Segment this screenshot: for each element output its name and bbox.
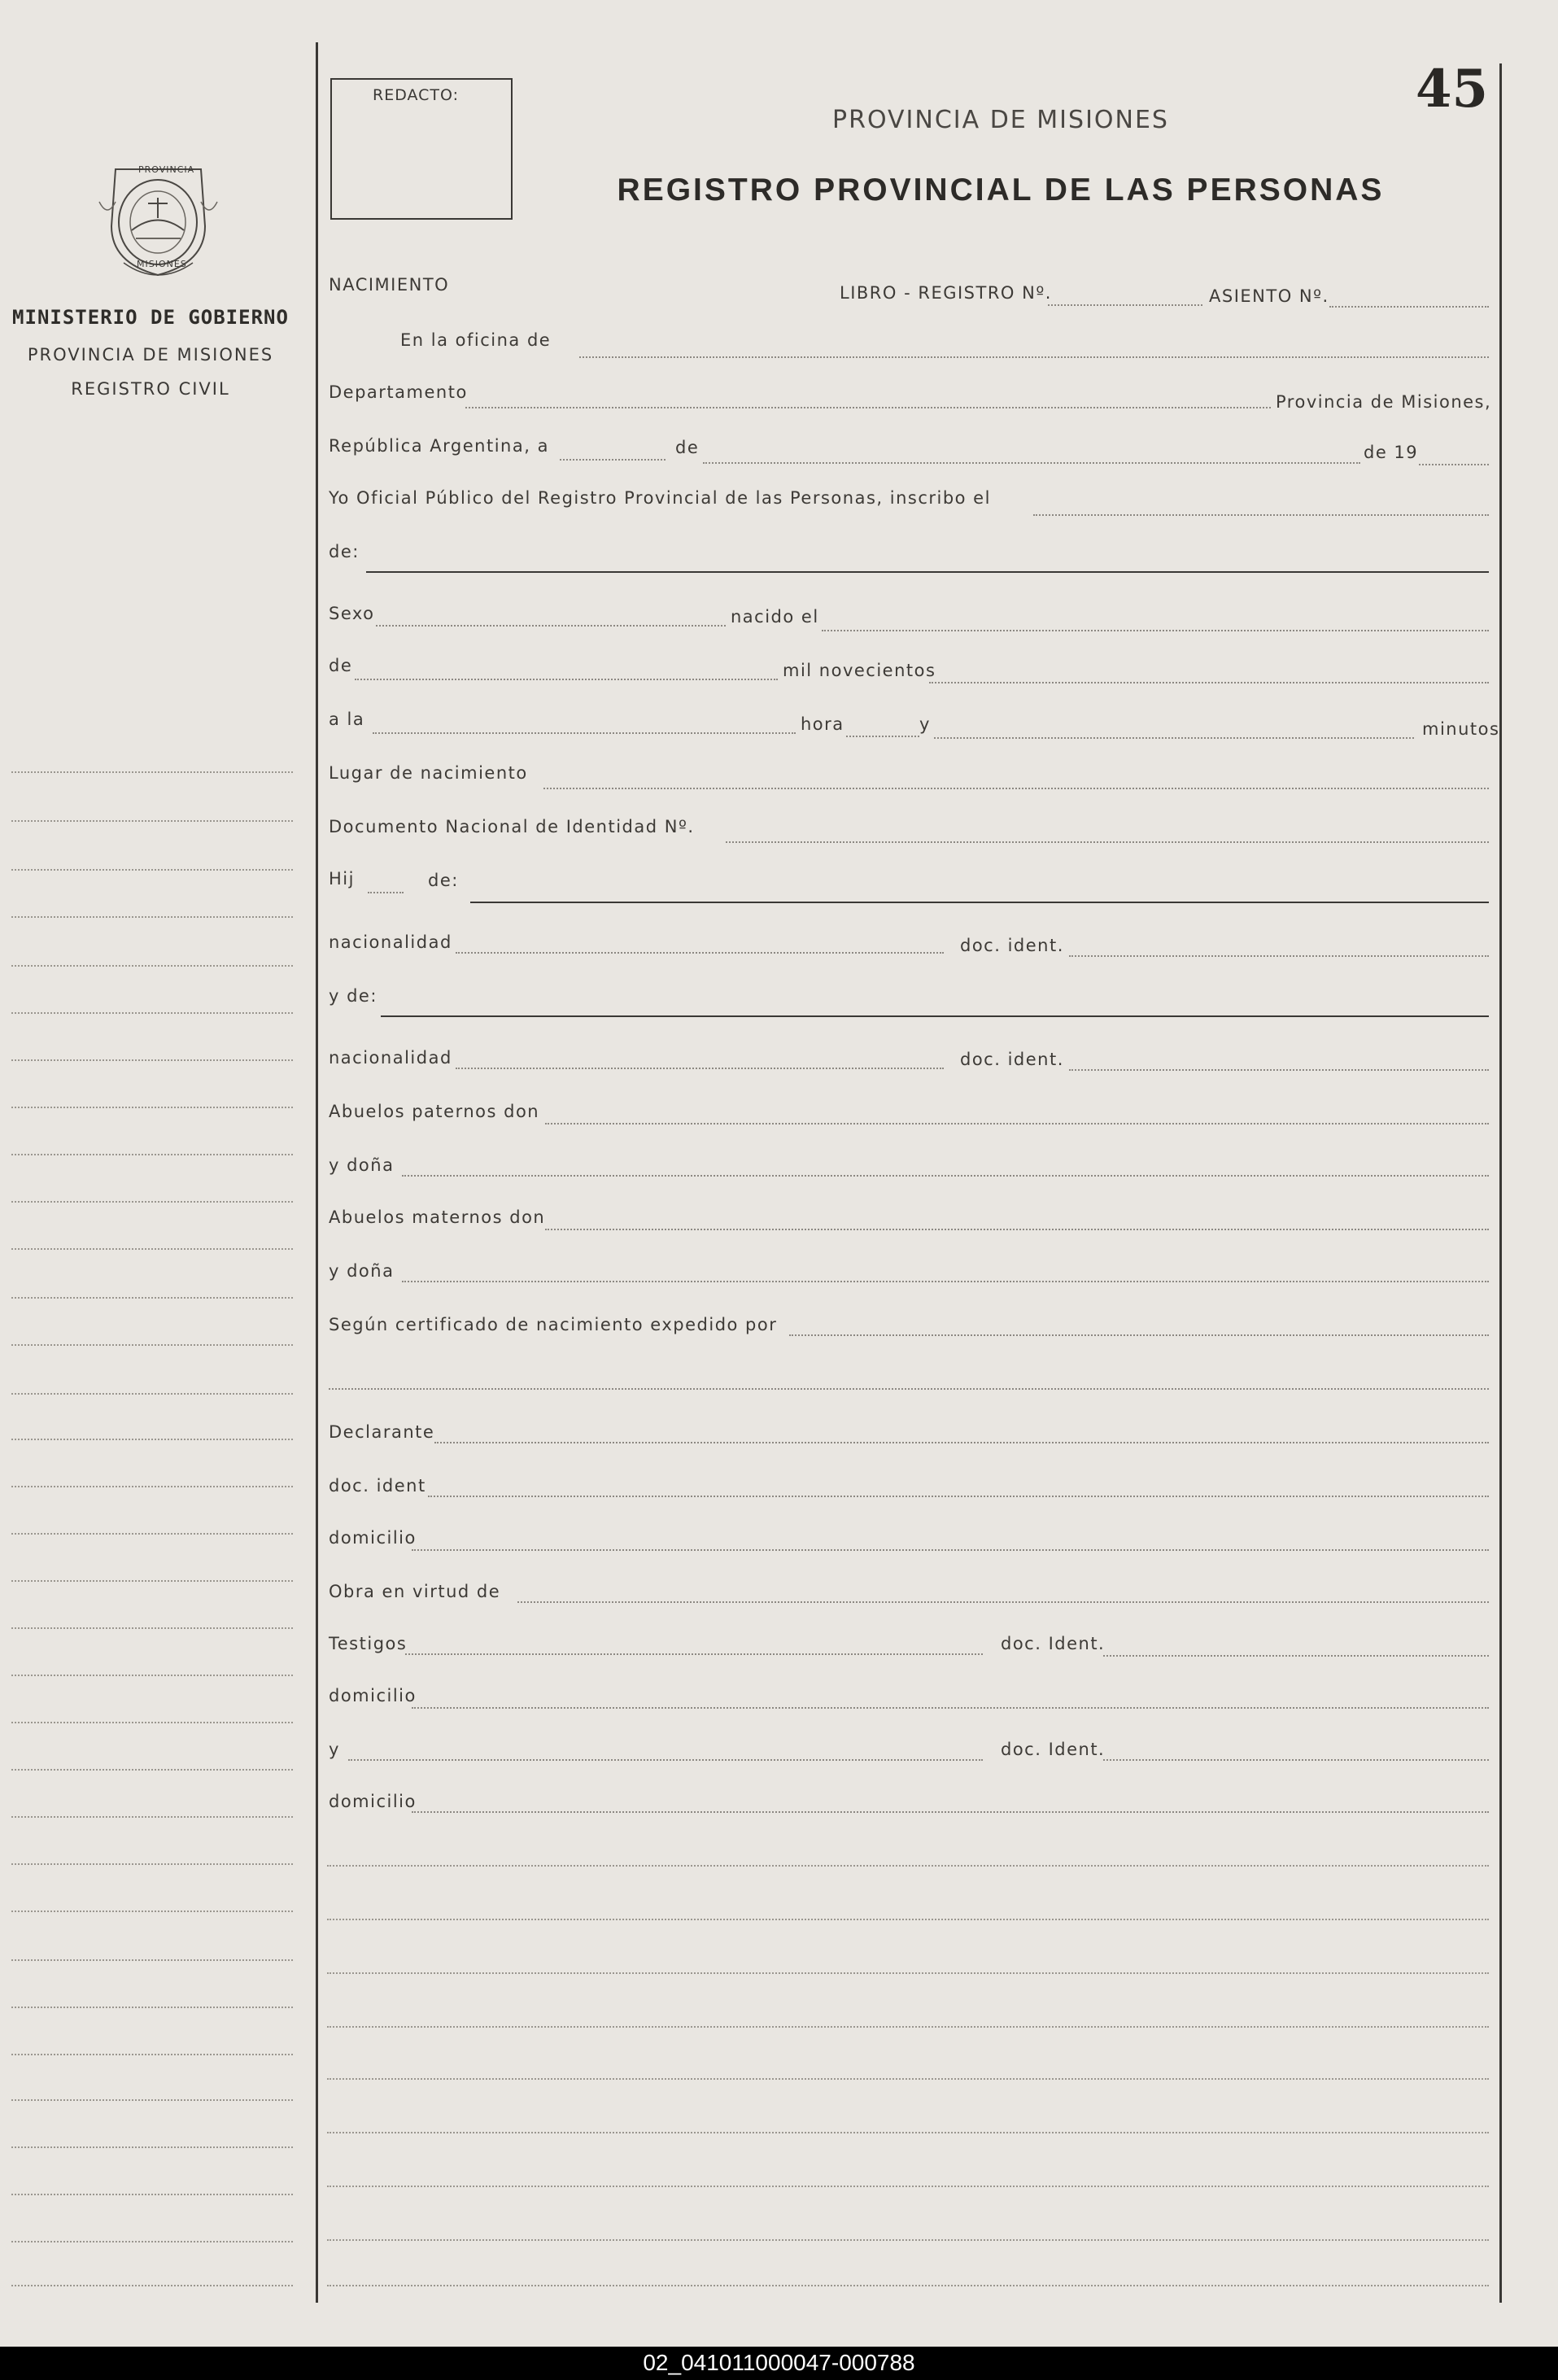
nacido-label: nacido el: [731, 607, 819, 627]
left-margin-rule: [316, 42, 318, 2303]
notes-line[interactable]: [327, 1972, 1489, 1974]
asiento-field[interactable]: [1329, 306, 1489, 308]
doc-ident5-field[interactable]: [1103, 1759, 1489, 1761]
testigos-label: Testigos: [329, 1634, 408, 1653]
abuelos-maternos-label: Abuelos maternos don: [329, 1207, 546, 1227]
birth-month-field[interactable]: [355, 679, 778, 680]
segun-field-2[interactable]: [329, 1388, 1489, 1390]
notes-line[interactable]: [327, 2186, 1489, 2187]
domicilio2-field[interactable]: [412, 1707, 1489, 1709]
margin-line: [11, 2054, 293, 2055]
doc-ident5-label: doc. Ident.: [1001, 1740, 1106, 1759]
notes-line[interactable]: [327, 2285, 1489, 2286]
nacionalidad2-label: nacionalidad: [329, 1048, 452, 1068]
margin-line: [11, 1012, 293, 1014]
sexo-field[interactable]: [376, 625, 726, 627]
departamento-field[interactable]: [465, 407, 1271, 408]
margin-line: [11, 869, 293, 871]
y-dona1-label: y doña: [329, 1155, 395, 1175]
birth-year-field[interactable]: [929, 682, 1489, 683]
margin-line: [11, 1533, 293, 1535]
abuela-materna-field[interactable]: [402, 1281, 1489, 1282]
abuelo-paterno-field[interactable]: [545, 1123, 1489, 1124]
dni-label: Documento Nacional de Identidad Nº.: [329, 817, 695, 836]
margin-line: [11, 1675, 293, 1676]
lugar-label: Lugar de nacimiento: [329, 763, 528, 783]
margin-line: [11, 1297, 293, 1299]
margin-line: [11, 1580, 293, 1582]
margin-line: [11, 916, 293, 918]
provincia-label: Provincia de Misiones,: [1276, 392, 1492, 412]
lugar-field[interactable]: [543, 788, 1489, 789]
testigo1-field[interactable]: [405, 1653, 983, 1655]
de19-label: de 19: [1364, 443, 1419, 462]
margin-line: [11, 1201, 293, 1203]
y-de-label: y de:: [329, 986, 377, 1006]
image-id: 02_041011000047-000788: [643, 2350, 915, 2375]
a-la-label: a la: [329, 710, 365, 729]
minutos-field[interactable]: [934, 737, 1414, 739]
declarante-label: Declarante: [329, 1422, 435, 1442]
domicilio3-label: domicilio: [329, 1792, 417, 1811]
hij-de-label: de:: [428, 871, 459, 890]
y2-label: y: [329, 1740, 340, 1759]
notes-line[interactable]: [327, 2132, 1489, 2133]
margin-line: [11, 1059, 293, 1061]
doc-ident4-field[interactable]: [1103, 1655, 1489, 1657]
oficina-label: En la oficina de: [400, 330, 552, 350]
parent1-line[interactable]: [470, 902, 1489, 903]
margin-line: [11, 2285, 293, 2286]
margin-line: [11, 1107, 293, 1108]
abuelos-paternos-label: Abuelos paternos don: [329, 1102, 540, 1121]
obra-field[interactable]: [517, 1601, 1489, 1603]
doc-ident1-field[interactable]: [1069, 955, 1489, 957]
asiento-label: ASIENTO Nº.: [1209, 286, 1329, 306]
margin-line: [11, 1627, 293, 1629]
notes-line[interactable]: [327, 1919, 1489, 1920]
redacto-label: REDACTO:: [373, 86, 460, 104]
departamento-label: Departamento: [329, 382, 468, 402]
margin-line: [11, 1863, 293, 1865]
doc-ident1-label: doc. ident.: [960, 936, 1064, 955]
margin-line: [11, 1393, 293, 1395]
de2-label: de: [329, 656, 353, 675]
abuelo-materno-field[interactable]: [545, 1229, 1489, 1230]
y-dona2-label: y doña: [329, 1261, 395, 1281]
seal-text-bottom: MISIONES: [137, 259, 187, 269]
parent2-line[interactable]: [381, 1015, 1489, 1017]
de-colon-label: de:: [329, 542, 360, 561]
margin-line: [11, 1439, 293, 1440]
doc-ident4-label: doc. Ident.: [1001, 1634, 1106, 1653]
margin-line: [11, 771, 293, 773]
margin-line: [11, 2194, 293, 2195]
domicilio2-label: domicilio: [329, 1686, 417, 1705]
hora-label: hora: [801, 714, 844, 734]
nacionalidad1-field[interactable]: [456, 952, 944, 954]
page-number: 45: [1416, 59, 1489, 120]
libro-label: LIBRO - REGISTRO Nº.: [840, 283, 1052, 303]
notes-line[interactable]: [327, 1865, 1489, 1867]
doc-ident3-label: doc. ident: [329, 1476, 426, 1496]
margin-line: [11, 1816, 293, 1818]
notes-line[interactable]: [327, 2078, 1489, 2080]
domicilio1-field[interactable]: [412, 1549, 1489, 1551]
day-field[interactable]: [560, 459, 666, 461]
registry-title: REGISTRO PROVINCIAL DE LAS PERSONAS: [617, 172, 1385, 207]
oficina-field[interactable]: [579, 356, 1489, 358]
margin-line: [11, 2007, 293, 2008]
ministry-title: MINISTERIO DE GOBIERNO: [12, 306, 289, 329]
yo-oficial-label: Yo Oficial Público del Registro Provincial de las Personas, inscribo el: [329, 488, 991, 508]
left-office: REGISTRO CIVIL: [71, 379, 230, 399]
margin-line: [11, 965, 293, 967]
republica-label: República Argentina, a: [329, 436, 549, 456]
libro-field[interactable]: [1048, 304, 1202, 306]
footer-bar: [0, 2347, 1558, 2380]
margin-line: [11, 2099, 293, 2101]
hij-label: Hij: [329, 869, 355, 889]
dni-field[interactable]: [726, 841, 1489, 843]
minutos-label: minutos: [1422, 719, 1500, 739]
margin-line: [11, 1486, 293, 1487]
right-margin-rule: [1499, 63, 1502, 2303]
nacido-field[interactable]: [822, 630, 1489, 631]
inscribo-field[interactable]: [1033, 514, 1489, 516]
doc-ident2-label: doc. ident.: [960, 1050, 1064, 1069]
sexo-label: Sexo: [329, 604, 375, 623]
margin-line: [11, 1769, 293, 1771]
doc-ident3-field[interactable]: [428, 1496, 1489, 1497]
margin-line: [11, 1722, 293, 1723]
nacimiento-label: NACIMIENTO: [329, 275, 450, 295]
obra-label: Obra en virtud de: [329, 1582, 501, 1601]
domicilio3-field[interactable]: [412, 1811, 1489, 1813]
a-la-field[interactable]: [373, 732, 796, 734]
province-heading: PROVINCIA DE MISIONES: [832, 106, 1169, 134]
left-province: PROVINCIA DE MISIONES: [27, 345, 274, 365]
doc-ident2-field[interactable]: [1069, 1069, 1489, 1071]
margin-line: [11, 2241, 293, 2242]
margin-line: [11, 820, 293, 822]
y-label: y: [919, 714, 931, 734]
nacionalidad2-field[interactable]: [456, 1068, 944, 1069]
month-field[interactable]: [703, 462, 1360, 464]
de-name-line[interactable]: [366, 571, 1489, 573]
margin-line: [11, 1154, 293, 1155]
segun-label: Según certificado de nacimiento expedido por: [329, 1315, 778, 1334]
de-label: de: [675, 438, 700, 457]
margin-line: [11, 1959, 293, 1961]
margin-line: [11, 2146, 293, 2148]
nacionalidad1-label: nacionalidad: [329, 932, 452, 952]
seal-text-top: PROVINCIA: [138, 164, 195, 175]
year-field[interactable]: [1419, 464, 1489, 465]
notes-line[interactable]: [327, 2239, 1489, 2241]
declarante-field[interactable]: [434, 1442, 1489, 1443]
notes-line[interactable]: [327, 2026, 1489, 2028]
mil-novecientos-label: mil novecientos: [783, 661, 936, 680]
margin-line: [11, 1248, 293, 1250]
margin-line: [11, 1344, 293, 1346]
margin-line: [11, 1911, 293, 1912]
province-seal: [91, 153, 225, 283]
hij-suffix-field[interactable]: [368, 892, 404, 893]
domicilio1-label: domicilio: [329, 1528, 417, 1548]
segun-field[interactable]: [789, 1334, 1489, 1336]
abuela-paterna-field[interactable]: [402, 1175, 1489, 1177]
redacto-box: [330, 78, 513, 220]
hora-field[interactable]: [846, 736, 919, 737]
testigo2-field[interactable]: [348, 1759, 983, 1761]
